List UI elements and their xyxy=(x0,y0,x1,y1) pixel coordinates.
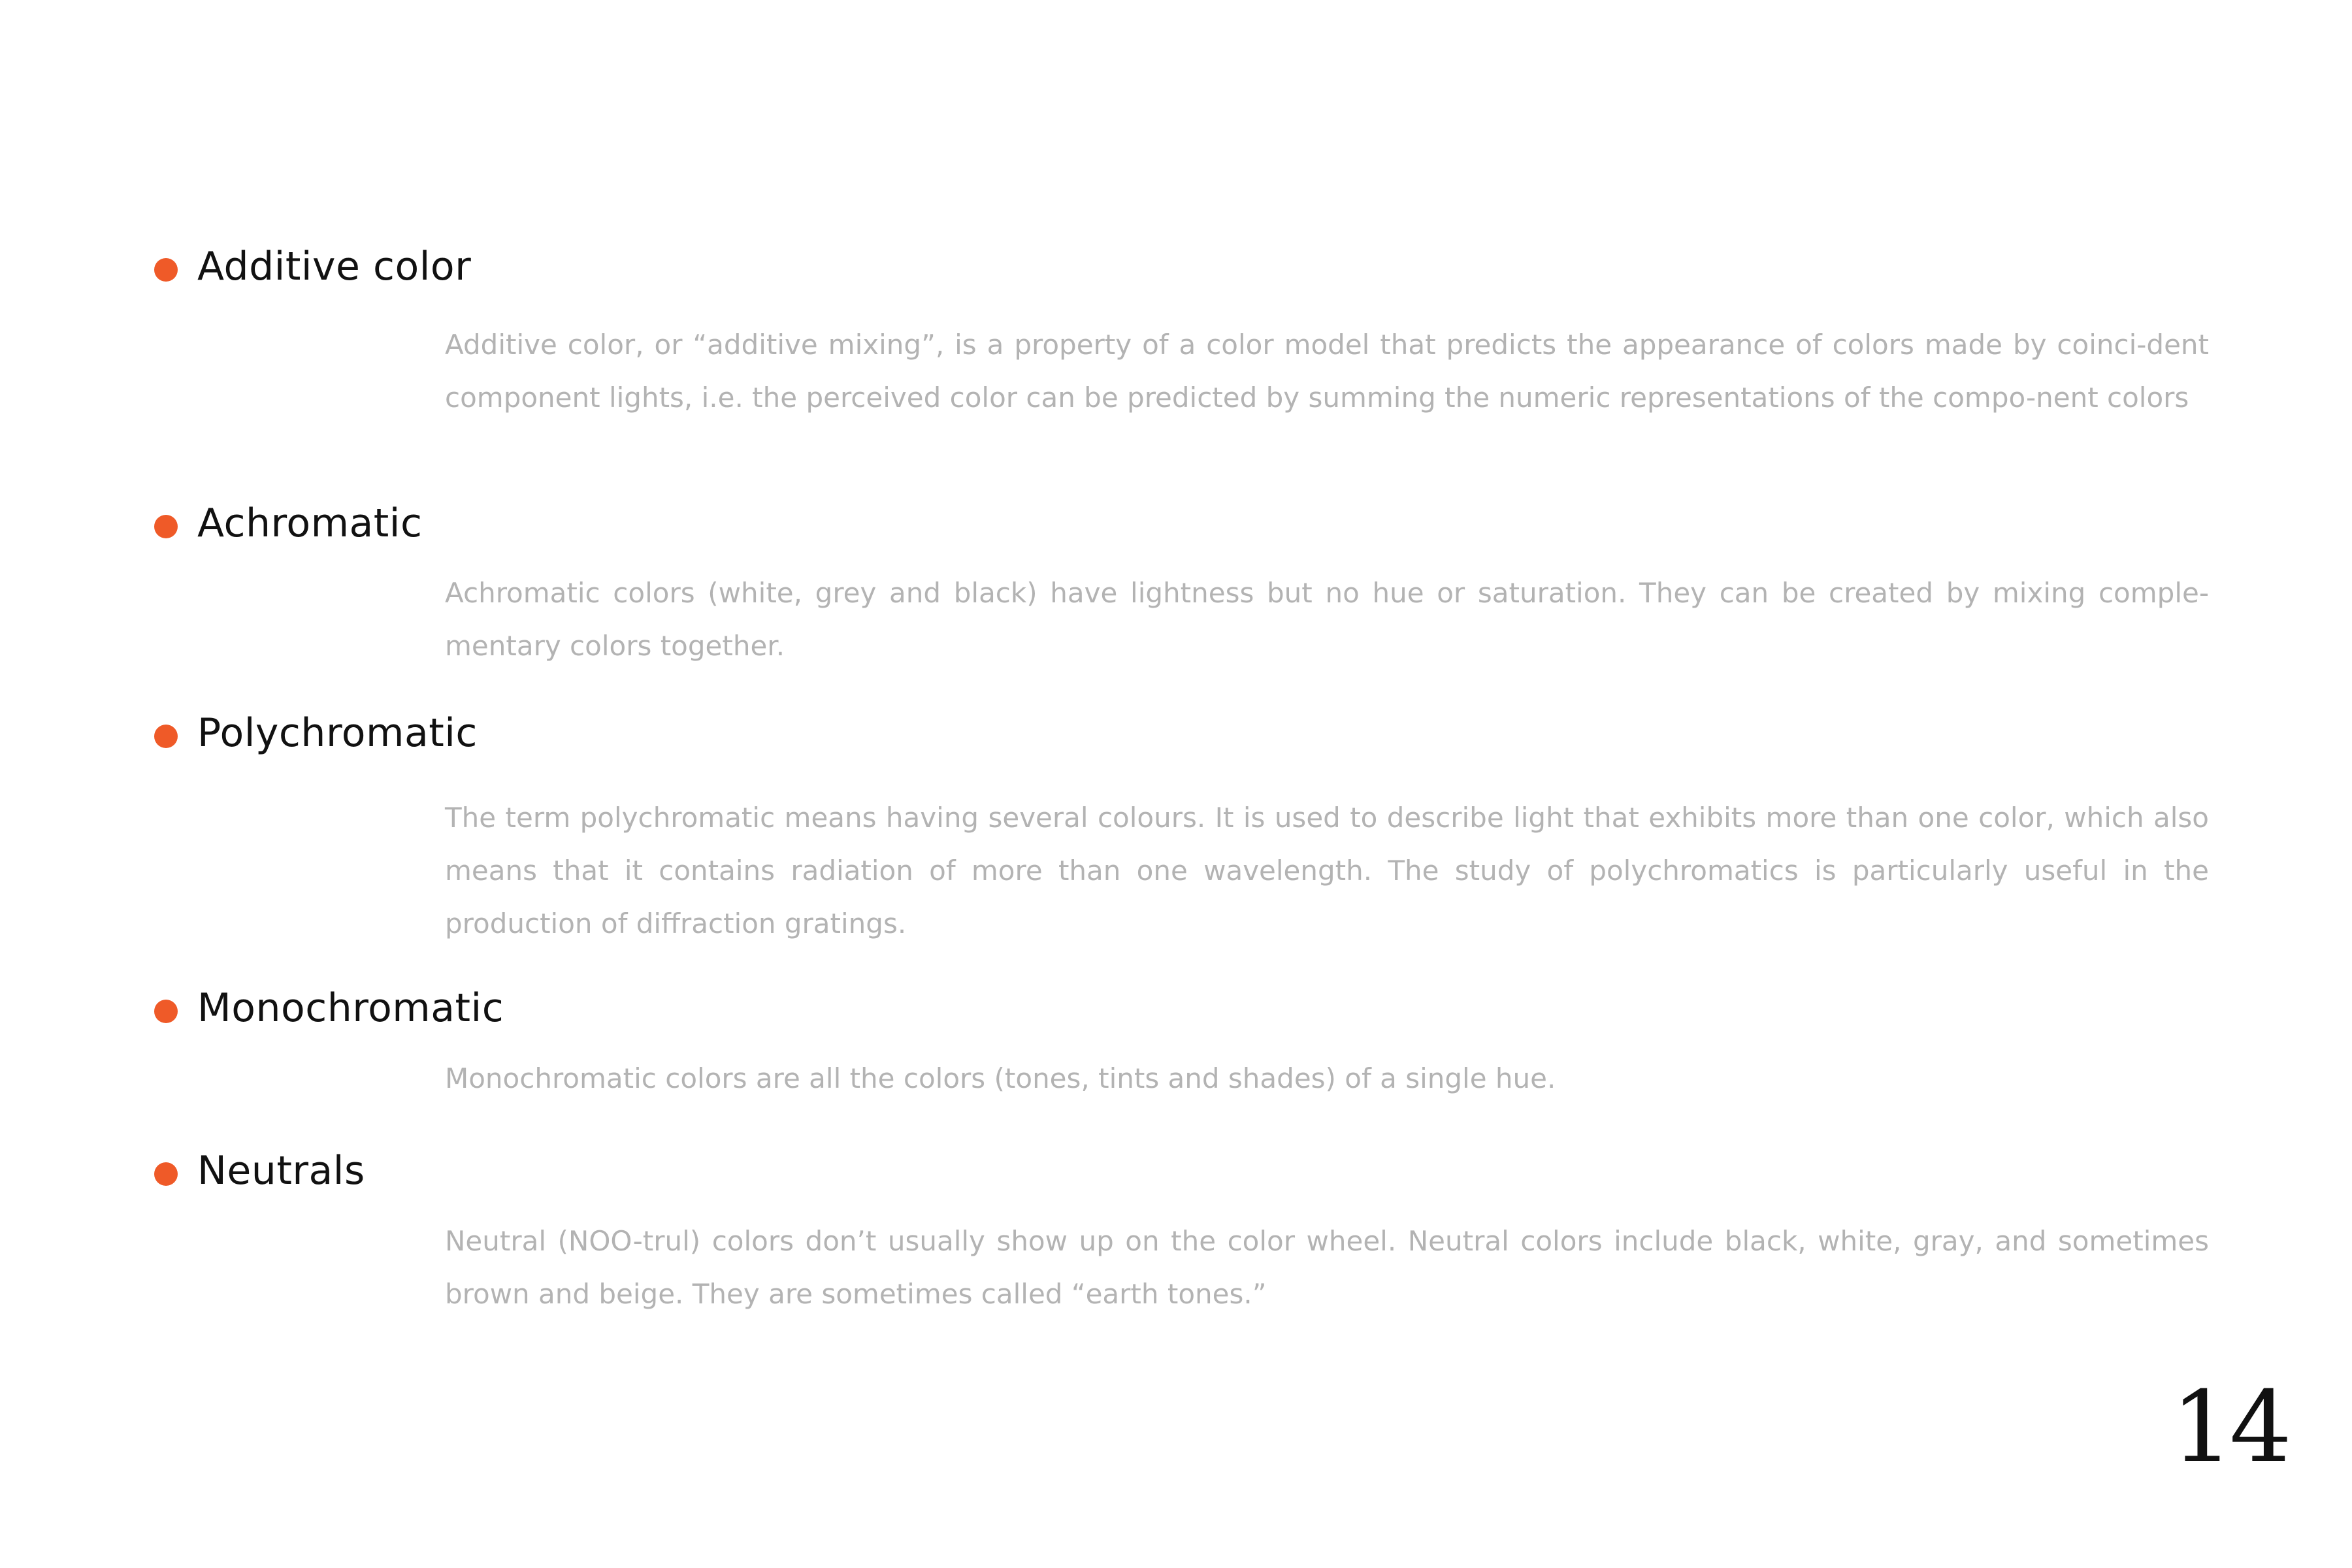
term-description: Monochromatic colors are all the colors (tones, tints and shades) of a single hue. xyxy=(445,1062,1556,1094)
page-number: 14 xyxy=(2171,1371,2288,1484)
orange-dot-bullet-icon xyxy=(154,258,178,282)
term-heading-row xyxy=(154,240,471,293)
term-title: Polychromatic xyxy=(197,710,478,756)
orange-dot-bullet-icon xyxy=(154,725,178,748)
orange-dot-bullet-icon xyxy=(154,515,178,538)
term-heading-row xyxy=(154,982,504,1034)
term-title: Neutrals xyxy=(197,1148,365,1194)
term-description: The term polychromatic means having several colours. It is used to describe light that exhibits more than one color, which also means that it contains radiation of more than one wavelength. The study of polychromatics is particularly useful in the production of diffraction gratings. xyxy=(445,802,2209,939)
term-title: Achromatic xyxy=(197,500,423,546)
orange-dot-bullet-icon xyxy=(154,1000,178,1023)
term-title: Monochromatic xyxy=(197,985,504,1031)
term-description: Achromatic colors (white, grey and black) have lightness but no hue or saturation. They can be created by mixing comple-mentary colors together. xyxy=(445,577,2209,662)
orange-dot-bullet-icon xyxy=(154,1162,178,1186)
term-heading-row xyxy=(154,707,478,759)
term-title: Additive color xyxy=(197,244,472,289)
term-heading-row xyxy=(154,497,422,549)
term-description: Neutral (NOO-trul) colors don’t usually show up on the color wheel. Neutral colors include black, white, gray, and sometimes brown and beige. They are sometimes called “earth tones.” xyxy=(445,1225,2209,1310)
term-description: Additive color, or “additive mixing”, is a property of a color model that predicts the appearance of colors made by coinci-dent component lights, i.e. the perceived color can be predicted by summing the numeric representations of the compo-nent colors xyxy=(445,329,2209,414)
term-heading-row xyxy=(154,1145,365,1197)
